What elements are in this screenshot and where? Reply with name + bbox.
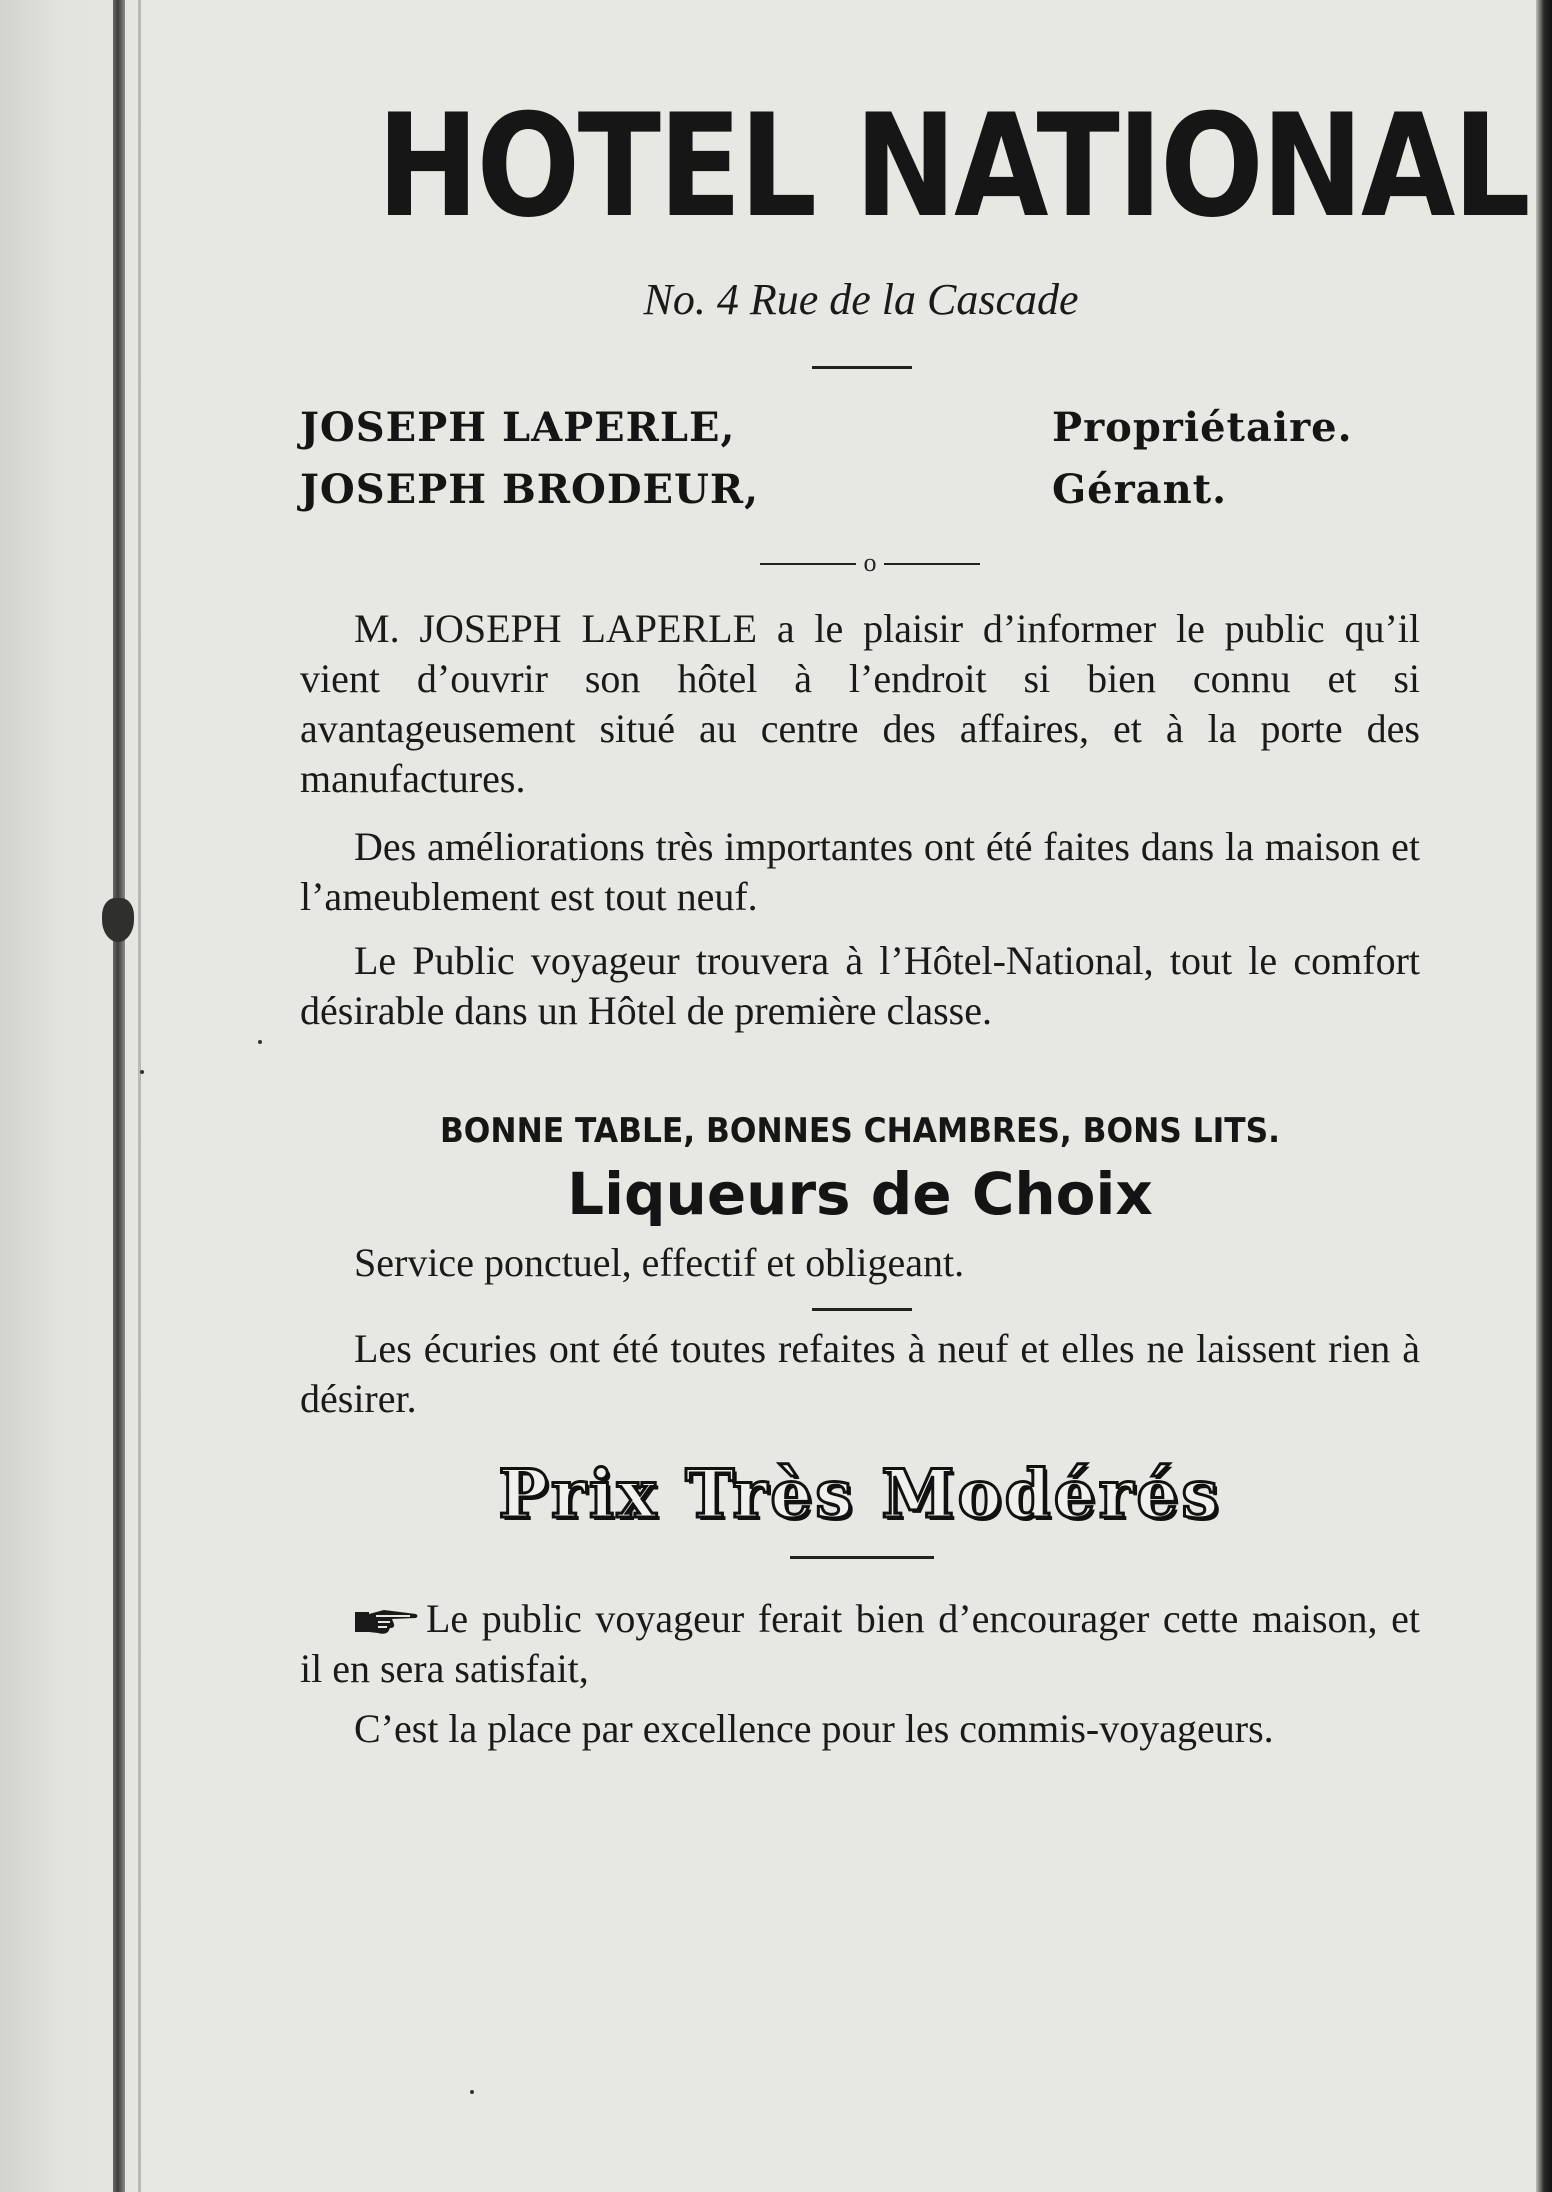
binding-line [113, 0, 125, 2192]
paragraph-comfort: Le Public voyageur trouvera à l’Hôtel-National, tout le comfort désirable dans un Hôtel de première classe. [300, 938, 1420, 1033]
paragraph-intro: M. JOSEPH LAPERLE a le plaisir d’informer le public qu’il vient d’ouvrir son hôtel à l’endroit si bien connu et si avantageusement situé au centre des affaires, et à la porte des manufactures. [300, 606, 1420, 801]
staff-row-manager [300, 462, 1420, 518]
amenities-line: BONNE TABLE, BONNES CHAMBRES, BONS LITS. [439, 1111, 1281, 1151]
binding-knot [102, 898, 134, 942]
proprietor-role: Propriétaire. [1052, 404, 1353, 451]
paragraph-stables: Les écuries ont été toutes refaites à neuf et elles ne laissent rien à désirer. [300, 1326, 1420, 1421]
prices-heading: Prix Très Modérés [498, 1455, 1222, 1533]
ornament-mark: o [863, 548, 877, 577]
hotel-address: No. 4 Rue de la Cascade [643, 275, 1079, 324]
paragraph-encourage [300, 1594, 1420, 1694]
manager-name: JOSEPH BRODEUR, [300, 466, 760, 513]
proprietor-name: JOSEPH LAPERLE, [300, 404, 736, 451]
margin-speck [258, 1040, 262, 1044]
divider-rule-1 [812, 366, 912, 369]
binding-line-thin [138, 0, 141, 2192]
paragraph-improvements: Des améliorations très importantes ont été faites dans la maison et l’ameublement est tout neuf. [300, 824, 1420, 919]
encourage-text: Le public voyageur ferait bien d’encourager cette maison, et il en sera satisfait, [300, 1596, 1420, 1691]
staff-row-proprietor [300, 400, 1420, 456]
margin-speck [140, 1070, 144, 1074]
page-right-edge [1536, 0, 1552, 2192]
pointing-hand-icon [354, 1602, 420, 1638]
gutter-shadow [0, 0, 150, 2192]
ornament-line-left [760, 563, 856, 565]
divider-rule-3 [790, 1556, 934, 1559]
hotel-title: HOTEL NATIONAL [376, 84, 1529, 249]
service-line: Service ponctuel, effectif et obligeant. [354, 1240, 965, 1285]
ornamental-divider [760, 548, 980, 578]
manager-role: Gérant. [1052, 466, 1228, 513]
ornament-line-right [884, 563, 980, 565]
divider-rule-2 [812, 1308, 912, 1311]
margin-speck [470, 2090, 474, 2094]
liqueurs-heading: Liqueurs de Choix [567, 1160, 1153, 1228]
paragraph-excellence: C’est la place par excellence pour les commis-voyageurs. [354, 1706, 1274, 1751]
